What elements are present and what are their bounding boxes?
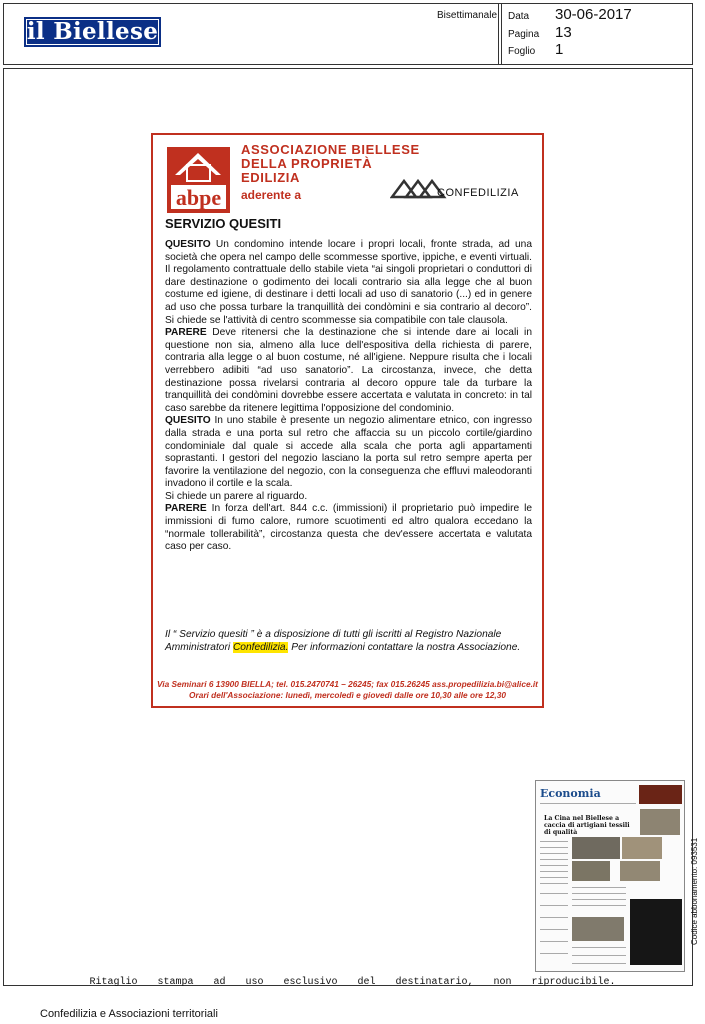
paragraph-text: Un condomino intende locare i propri locali, fronte strada, ad una società che opera nel campo delle scommesse sportive, ippiche, e eventi virtuali. Il regolamento contrattuale dello stabile vieta “ai singoli proprietari o conduttori di dare destinazione o godimento dei locali contrario sia alla legge che al buon costume ed igiene, di destinare i detti locali ad uso di sanatorio (...) ed in genere ad uso che possa turbare la tranquillità dei condòmini e sia contrario al decoro”. Si chiede se l'attività di centro scommesse sia compatibile con tale clausola. — [165, 239, 532, 326]
page-value: 13 — [555, 24, 572, 41]
thumbnail-text-line — [540, 941, 568, 942]
thumbnail-text-line — [572, 899, 626, 900]
abpe-logo-text: abpe — [175, 185, 222, 210]
article-paragraph — [165, 415, 532, 491]
frequency-label: Bisettimanale — [437, 10, 498, 21]
association-name-line: EDILIZIA — [241, 170, 300, 185]
thumbnail-photo — [622, 837, 662, 859]
thumbnail-photo — [640, 809, 680, 835]
thumbnail-text-line — [540, 853, 568, 854]
thumbnail-text-line — [572, 955, 626, 956]
thumbnail-rule — [540, 803, 636, 804]
confedilizia-logo-text: CONFEDILIZIA — [437, 187, 519, 199]
thumbnail-dark-ad — [630, 899, 682, 965]
thumbnail-text-line — [540, 883, 568, 884]
paragraph-label: QUESITO — [165, 239, 211, 250]
paragraph-text: In uno stabile è presente un negozio alimentare etnico, con ingresso dalla strada e una porta sul retro che affaccia su un piccolo cortile/giardino condominiale dal quale si accede alla scala che porta agli appartamenti soprastanti. I gestori del negozio lasciano la porta sul retro sempre aperta per favorire la ventilazione del negozio, con la conseguenza che effluvi maleodoranti invadono il cortile e la scala. — [165, 415, 532, 490]
highlighted-term: Confedilizia. — [232, 641, 289, 653]
thumbnail-photo — [620, 861, 660, 881]
contact-hours: Orari dell'Associazione: lunedì, mercoledì e giovedì dalle ore 10,30 alle ore 12,30 — [189, 690, 506, 700]
contact-address: Via Seminari 6 13900 BIELLA; tel. 015.2470741 – 26245; fax 015.26245 ass.propedilizia.bi@alice.it — [157, 679, 538, 689]
sheet-label: Foglio — [508, 46, 536, 57]
footer-caption: Confedilizia e Associazioni territoriali — [40, 1008, 218, 1020]
thumbnail-text-line — [540, 953, 568, 954]
note-text: Il “ Servizio quesiti ” è a disposizione di tutti gli iscritti al Registro Nazionale Amministratori — [165, 629, 502, 653]
thumbnail-photo — [572, 917, 624, 941]
paragraph-label: PARERE — [165, 503, 207, 515]
paragraph-text: In forza dell'art. 844 c.c. (immissioni) il proprietario può impedire le immissioni di fumo calore, rumore scuotimenti ed altro qualora eccedano la “normale tollerabilità”, circostanza questa che dev'essere accertata e valutata caso per caso. — [165, 503, 532, 553]
abpe-logo — [167, 147, 230, 213]
subscription-code: Codice abbonamento: 093531 — [690, 837, 699, 945]
paragraph-text: Deve ritenersi che la destinazione che si intende dare ai locali in questione non sia, almeno alla luce dell'espositiva della richiesta di parere, contraria alla legge o al buon costume, né all'igiene. Neppure risulta che i locali verrebbero adibiti “ad uso sanatorio”. La circostanza, invece, che detta destinazione possa rivelarsi contraria al decoro oppure tale da turbare la tranquillità dei condòmini dovrebbe essere accertata e valutata in concreto: in tal caso sarebbe da ritenere legittima l'opposizione del condominio. — [165, 327, 532, 414]
paragraph-label: PARERE — [165, 327, 207, 339]
thumbnail-text-line — [572, 887, 626, 888]
thumbnail-text-line — [540, 917, 568, 918]
header-divider — [498, 4, 499, 64]
association-name-line: DELLA PROPRIETÀ — [241, 156, 373, 171]
newspaper-logo: il Biellese — [24, 17, 161, 47]
thumbnail-text-line — [572, 963, 626, 964]
thumbnail-text-line — [572, 905, 626, 906]
date-value: 30-06-2017 — [555, 6, 632, 23]
article-body — [165, 239, 532, 554]
thumbnail-text-line — [572, 893, 626, 894]
association-name-line: ASSOCIAZIONE BIELLESE — [241, 142, 420, 157]
thumbnail-ad-box — [639, 785, 682, 804]
thumbnail-text-line — [540, 905, 568, 906]
article-clipping — [151, 133, 544, 708]
service-note — [165, 629, 532, 654]
thumbnail-photo — [572, 837, 620, 859]
article-paragraph — [165, 491, 532, 504]
thumbnail-text-line — [540, 871, 568, 872]
thumbnail-text-line — [540, 841, 568, 842]
thumbnail-text-line — [540, 877, 568, 878]
thumbnail-text-line — [572, 947, 626, 948]
article-paragraph — [165, 239, 532, 327]
thumbnail-text-line — [540, 893, 568, 894]
thumbnail-text-line — [540, 847, 568, 848]
paragraph-label: QUESITO — [165, 415, 211, 427]
thumbnail-headline: La Cina nel Biellese a caccia di artigiani tessili di qualità — [544, 815, 630, 836]
sheet-value: 1 — [555, 41, 564, 58]
date-label: Data — [508, 11, 530, 22]
article-paragraph — [165, 503, 532, 553]
thumbnail-text-line — [540, 859, 568, 860]
header-divider — [501, 4, 502, 64]
page-label: Pagina — [508, 29, 540, 40]
thumbnail-text-line — [540, 929, 568, 930]
article-paragraph — [165, 327, 532, 415]
thumbnail-photo — [572, 861, 610, 881]
association-contacts — [153, 679, 542, 701]
paragraph-text: Si chiede un parere al riguardo. — [165, 490, 308, 502]
thumbnail-text-line — [540, 865, 568, 866]
reproduction-disclaimer: Ritaglio stampa ad uso esclusivo del destinatario, non riproducibile. — [89, 977, 616, 988]
clipping-header — [3, 3, 693, 65]
thumbnail-section-title: Economia — [540, 787, 601, 800]
service-title: SERVIZIO QUESITI — [165, 216, 282, 231]
note-text: Per informazioni contattare la nostra Associazione. — [288, 641, 521, 653]
page-thumbnail — [535, 780, 685, 972]
association-affiliation: aderente a — [241, 188, 302, 202]
